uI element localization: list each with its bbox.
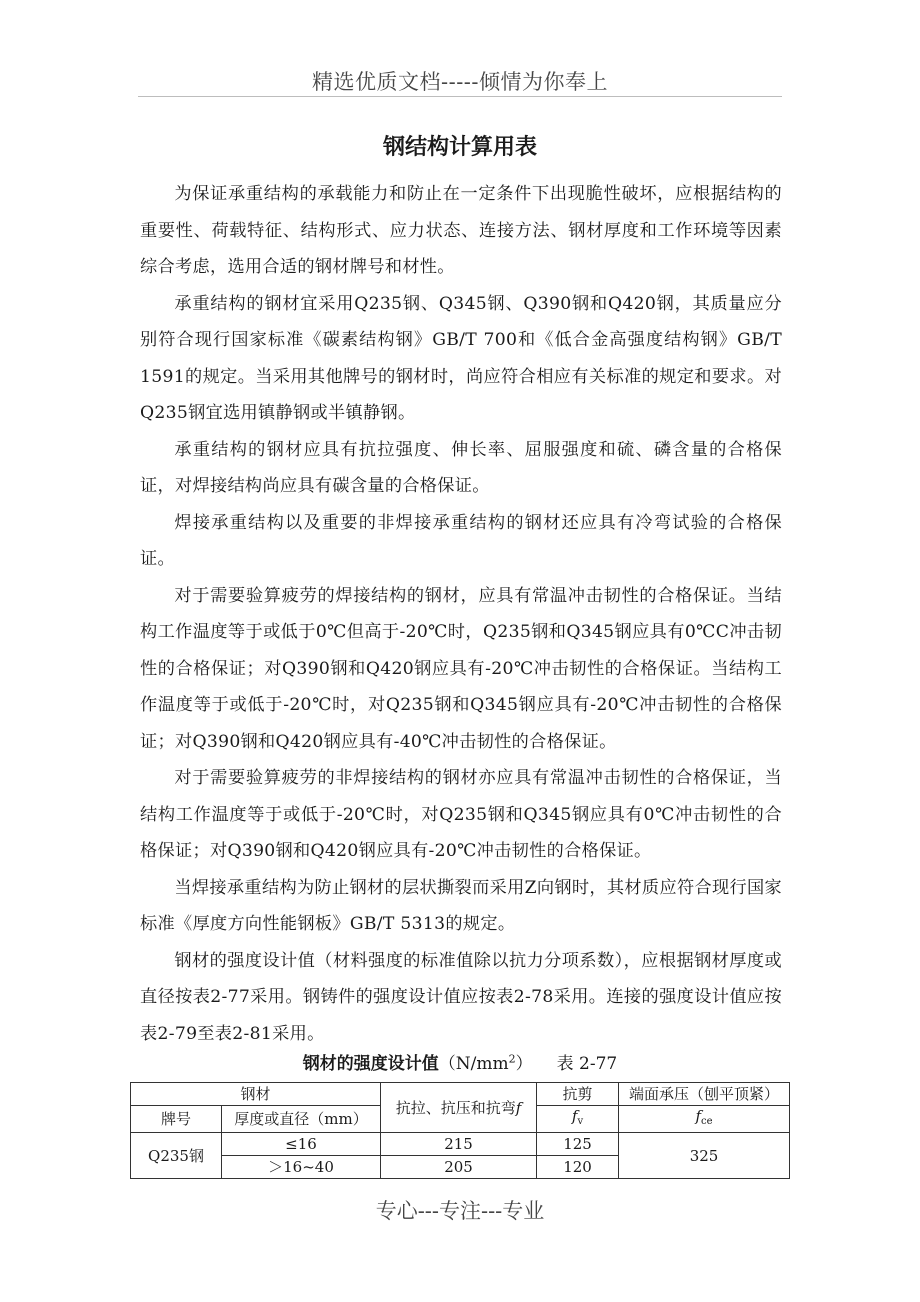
table-caption-unit: [439, 1054, 533, 1074]
header-divider: [138, 96, 782, 97]
header-tension-text: 抗拉、抗压和抗弯: [395, 1098, 516, 1117]
paragraph-4: 焊接承重结构以及重要的非焊接承重结构的钢材还应具有冷弯试验的合格保证。: [140, 512, 782, 569]
unit-close: ）: [515, 1054, 533, 1074]
header-tension-symbol: f: [515, 1098, 522, 1117]
shear-value-cell: 120: [537, 1156, 619, 1179]
bearing-value-cell: 325: [619, 1133, 790, 1179]
header-thickness: 厚度或直径（mm）: [222, 1106, 381, 1133]
header-tension: [381, 1083, 537, 1133]
tension-value-cell: 205: [381, 1156, 537, 1179]
strength-design-table: [130, 1082, 790, 1179]
fce-symbol: f: [695, 1107, 702, 1125]
header-bearing-symbol: [619, 1106, 790, 1133]
paragraph-6: 对于需要验算疲劳的非焊接结构的钢材亦应具有常温冲击韧性的合格保证，当结构工作温度等于或低于-20℃时，对Q235钢和Q345钢应具有0℃冲击韧性的合格保证；对Q390钢和Q420钢应具有-20℃冲击韧性的合格保证。: [140, 768, 782, 861]
unit-exponent: 2: [508, 1052, 516, 1066]
shear-value-cell: 125: [537, 1133, 619, 1156]
table-caption: [0, 1049, 920, 1074]
header-grade: 牌号: [131, 1106, 222, 1133]
thickness-cell: ≤16: [222, 1133, 381, 1156]
paragraph-8: 钢材的强度设计值（材料强度的标准值除以抗力分项系数），应根据钢材厚度或直径按表2-77采用。钢铸件的强度设计值应按表2-78采用。连接的强度设计值应按表2-79至表2-81采用。: [140, 950, 782, 1044]
header-shear-symbol: [537, 1106, 619, 1133]
thickness-cell: ＞16~40: [222, 1156, 381, 1179]
fv-subscript: v: [577, 1116, 584, 1127]
table-number: 表 2-77: [556, 1054, 618, 1074]
paragraph-1: 为保证承重结构的承载能力和防止在一定条件下出现脆性破坏，应根据结构的重要性、荷载特征、结构形式、应力状态、连接方法、钢材厚度和工作环境等因素综合考虑，选用合适的钢材牌号和材性。: [140, 184, 782, 277]
header-steel: 钢材: [131, 1083, 381, 1106]
fv-symbol: f: [571, 1107, 578, 1125]
header-shear: 抗剪: [537, 1083, 619, 1106]
paragraph-5: 对于需要验算疲劳的焊接结构的钢材，应具有常温冲击韧性的合格保证。当结构工作温度等于或低于0℃但高于-20℃时，Q235钢和Q345钢应具有0℃C冲击韧性的合格保证；对Q390钢和Q420钢应具有-20℃冲击韧性的合格保证。当结构工作温度等于或低于-20℃时，对Q235钢和Q345钢应具有-20℃冲击韧性的合格保证；对Q390钢和Q420钢应具有-40℃冲击韧性的合格保证。: [140, 585, 782, 752]
body-text: [140, 176, 782, 1052]
paragraph-3: 承重结构的钢材应具有抗拉强度、伸长率、屈服强度和硫、磷含量的合格保证，对焊接结构尚应具有碳含量的合格保证。: [140, 439, 782, 496]
unit-text: （N/mm: [438, 1054, 509, 1074]
document-title: 钢结构计算用表: [382, 135, 537, 160]
page-footer: 专心---专注---专业: [375, 1199, 545, 1223]
grade-cell: Q235钢: [131, 1133, 222, 1179]
fce-subscript: ce: [701, 1116, 713, 1127]
paragraph-7: 当焊接承重结构为防止钢材的层状撕裂而采用Z向钢时，其材质应符合现行国家标准《厚度方向性能钢板》GB/T 5313的规定。: [140, 877, 782, 934]
table-caption-title: 钢材的强度设计值: [302, 1054, 439, 1074]
header-bearing: 端面承压（刨平顶紧）: [619, 1083, 790, 1106]
table-header-row-1: [131, 1083, 790, 1106]
tension-value-cell: 215: [381, 1133, 537, 1156]
table-row: [131, 1133, 790, 1156]
page-header: 精选优质文档-----倾情为你奉上: [312, 70, 608, 94]
paragraph-2: 承重结构的钢材宜采用Q235钢、Q345钢、Q390钢和Q420钢，其质量应分别符合现行国家标准《碳素结构钢》GB/T 700和《低合金高强度结构钢》GB/T 1591的规定。当采用其他牌号的钢材时，尚应符合相应有关标准的规定和要求。对Q235钢宜选用镇静钢或半镇静钢。: [140, 293, 782, 423]
